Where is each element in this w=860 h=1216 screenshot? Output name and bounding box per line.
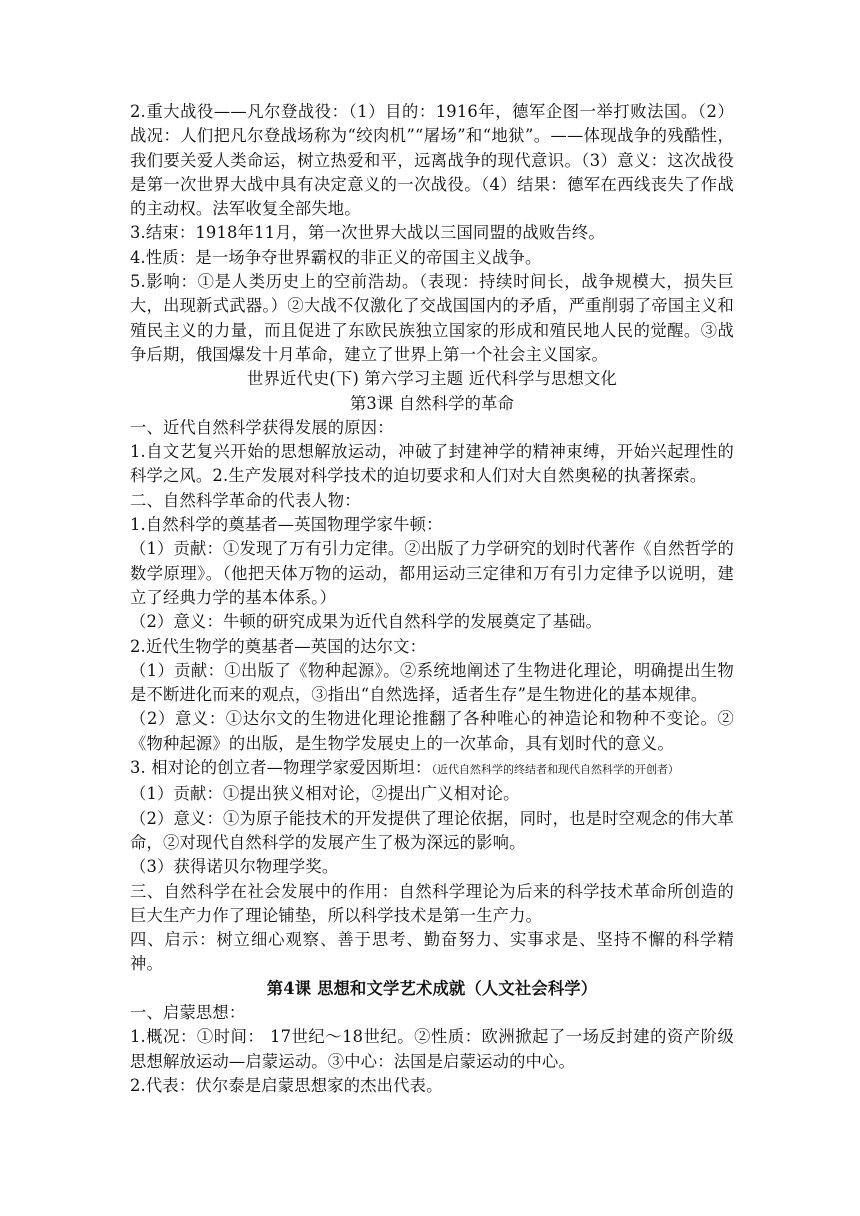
paragraph-reasons: 1.自文艺复兴开始的思想解放运动，冲破了封建神学的精神束缚，开始兴起理性的科学之风。2.生产发展对科学技术的迫切要求和人们对大自然奥秘的执著探索。 <box>130 442 734 486</box>
einstein-contribution: （1）贡献：①提出狭义相对论，②提出广义相对论。 <box>130 784 520 804</box>
enlightenment-representative: 2.代表：伏尔泰是启蒙思想家的杰出代表。 <box>130 1075 443 1095</box>
paragraph-war-impact: 5.影响：①是人类历史上的空前浩劫。（表现：持续时间长，战争规模大，损失巨大，出现新式武器。）②大战不仅激化了交战国国内的矛盾，严重削弱了帝国主义和殖民主义的力量，而且促进了东欧民族独立国家的形成和殖民地人民的觉醒。③战争后期，俄国爆发十月革命，建立了世界上第一个社会主义国家。 <box>130 272 734 364</box>
newton-heading: 1.自然科学的奠基者—英国物理学家牛顿： <box>130 515 443 535</box>
lesson-3-title: 第3课 自然科学的革命 <box>349 393 515 413</box>
subheading-figures: 二、自然科学革命的代表人物： <box>130 490 361 510</box>
subheading-enlightenment: 一、启蒙思想： <box>130 1002 246 1022</box>
newton-significance: （2）意义：牛顿的研究成果为近代自然科学的发展奠定了基础。 <box>130 612 603 632</box>
darwin-heading: 2.近代生物学的奠基者—英国的达尔文： <box>130 636 427 656</box>
paragraph-war-nature: 4.性质：是一场争夺世界霸权的非正义的帝国主义战争。 <box>130 247 542 267</box>
einstein-heading-text: 3. 相对论的创立者—物理学家爱因斯坦： <box>130 758 432 778</box>
subheading-reasons: 一、近代自然科学获得发展的原因： <box>130 417 394 437</box>
einstein-heading-note: （近代自然科学的终结者和现代自然科学的开创者） <box>431 763 679 777</box>
document-page <box>130 100 734 1098</box>
newton-contribution: （1）贡献：①发现了万有引力定律。②出版了力学研究的划时代著作《自然哲学的数学原理》。（他把天体万物的运动，都用运动三定律和万有引力定律予以说明，建立了经典力学的基本体系。） <box>130 539 734 607</box>
darwin-contribution: （1）贡献：①出版了《物种起源》。②系统地阐述了生物进化理论，明确提出生物是不断进化而来的观点，③指出“自然选择，适者生存”是生物进化的基本规律。 <box>130 660 734 705</box>
section-heading: 世界近代史(下) 第六学习主题 近代科学与思想文化 <box>247 369 617 389</box>
paragraph-verdun-battle: 2.重大战役——凡尔登战役：（1）目的：1916年，德军企图一举打败法国。（2）战况：人们把凡尔登战场称为“绞肉机”“屠场”和“地狱”。——体现战争的残酷性，我们要关爱人类命运，树立热爱和平，远离战争的现代意识。（3）意义：这次战役是第一次世界大战中具有决定意义的一次战役。（4）结果：德军在西线丧失了作战的主动权。法军收复全部失地。 <box>130 102 734 219</box>
einstein-heading <box>130 756 734 782</box>
lesson-4-title: 第4课 思想和文学艺术成就（人文社会科学） <box>266 978 598 998</box>
paragraph-war-end: 3.结束：1918年11月，第一次世界大战以三国同盟的战败告终。 <box>130 223 605 243</box>
darwin-significance: （2）意义：①达尔文的生物进化理论推翻了各种唯心的神造论和物种不变论。②《物种起源》的出版，是生物学发展史上的一次革命，具有划时代的意义。 <box>130 709 734 753</box>
einstein-significance: （2）意义：①为原子能技术的开发提供了理论依据，同时，也是时空观念的伟大革命，②对现代自然科学的发展产生了极为深远的影响。 <box>130 808 734 852</box>
enlightenment-overview: 1.概况：①时间： 17世纪～18世纪。②性质：欧洲掀起了一场反封建的资产阶级思想解放运动—启蒙运动。③中心：法国是启蒙运动的中心。 <box>130 1027 734 1071</box>
einstein-award: （3）获得诺贝尔物理学奖。 <box>130 857 339 877</box>
paragraph-role: 三、自然科学在社会发展中的作用：自然科学理论为后来的科学技术革命所创造的巨大生产力作了理论铺垫，所以科学技术是第一生产力。 <box>130 881 734 925</box>
paragraph-inspiration: 四、启示：树立细心观察、善于思考、勤奋努力、实事求是、坚持不懈的科学精神。 <box>130 930 734 974</box>
